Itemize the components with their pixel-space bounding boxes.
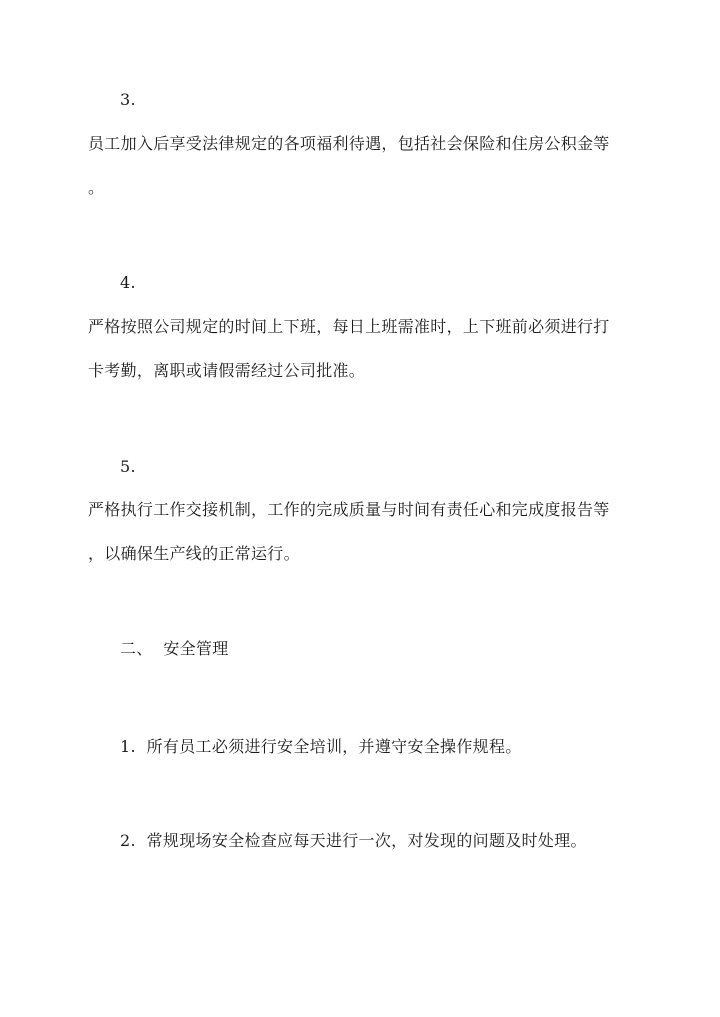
item-3-text-line-1: 员工加入后享受法律规定的各项福利待遇，包括社会保险和住房公积金等	[88, 134, 610, 153]
section-2-item-2: 2. 常规现场安全检查应每天进行一次，对发现的问题及时处理。	[120, 831, 587, 850]
item-4-text-line-2: 卡考勤，离职或请假需经过公司批准。	[88, 361, 366, 380]
item-4-number: 4.	[120, 273, 136, 292]
item-5-number: 5.	[120, 457, 136, 476]
item-5-text-line-2: ，以确保生产线的正常运行。	[88, 544, 300, 563]
item-4-text-line-1: 严格按照公司规定的时间上下班，每日上班需准时，上下班前必须进行打	[88, 317, 610, 336]
item-5-text-line-1: 严格执行工作交接机制，工作的完成质量与时间有责任心和完成度报告等	[88, 500, 610, 519]
section-2-heading: 二、 安全管理	[120, 639, 229, 658]
item-3-text-line-2: 。	[88, 178, 105, 197]
item-3-number: 3.	[120, 90, 136, 109]
section-2-item-1: 1. 所有员工必须进行安全培训，并遵守安全操作规程。	[120, 737, 522, 756]
